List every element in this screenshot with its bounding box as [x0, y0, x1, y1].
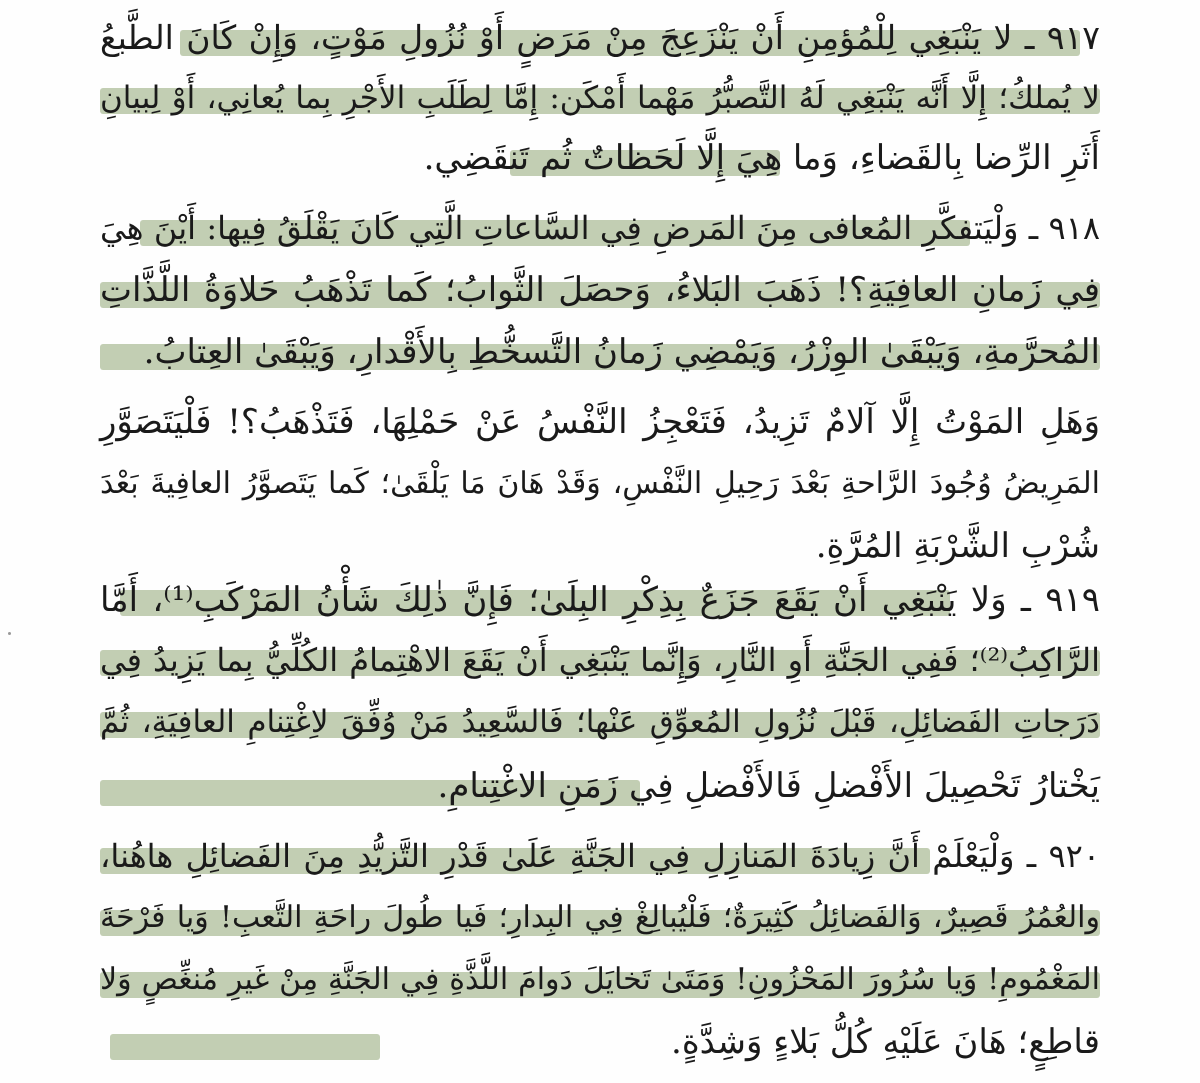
paragraph-918-line-1: ٩١٨ ـ وَلْيَتفكَّرِ المُعافى مِنَ المَرضِ فِي السَّاعاتِ الَّتِي كَانَ يَقْلَقُ فِيها: أَيْنَ هِيَ: [100, 209, 1100, 247]
paragraph-919-line-1: ٩١٩ ـ وَلا يَنْبَغِي أَنْ يَقَعَ جَزَعٌ بِذِكْرِ البِلَىٰ؛ فَإِنَّ ذٰلِكَ شَأْنُ المَرْكَبِ⁽¹⁾، أَمَّا: [100, 580, 1100, 620]
paragraph-917-line-3: أَثَرِ الرِّضا بِالقَضاءِ، وَما هِيَ إِلَّا لَحَظاتٌ ثُم تَنقَضِي.: [423, 138, 1100, 178]
paragraph-920-line-4: قاطِعٍ؛ هَانَ عَلَيْهِ كُلُّ بَلاءٍ وَشِدَّةٍ.: [671, 1022, 1100, 1062]
paragraph-920-line-2: والعُمُرُ قَصِيرٌ، وَالفَضائِلُ كَثِيرَةٌ؛ فَلْيُبالِغْ فِي البِدارِ؛ فَيا طُولَ راحَةِ التَّعبِ! وَيا فَرْحَةَ: [100, 900, 1100, 935]
paragraph-919-line-2: الرَّاكِبُ⁽²⁾؛ فَفِي الجَنَّةِ أَوِ النَّارِ، وَإِنَّما يَنْبَغِي أَنْ يَقَعَ الاهْتِمامُ الكُلِّيُّ بِما يَزِيدُ فِي: [100, 641, 1100, 679]
paragraph-917-line-2: لا يُملكُ؛ إِلَّا أَنَّه يَنْبَغِي لَهُ التَّصبُّرُ مَهْما أَمْكَن: إِمَّا لِطَلَبِ الأَجْرِ بِما يُعانِي، أَوْ لِبيانِ: [100, 80, 1100, 116]
paragraph-918-line-2: فِي زَمانِ العافِيَةِ؟! ذَهَبَ البَلاءُ، وَحصَلَ الثَّوابُ؛ كَما تَذْهَبُ حَلاوَةُ اللَّذَّاتِ: [100, 270, 1100, 310]
paragraph-917-line-1: ٩١٧ ـ لا يَنْبَغِي لِلْمُؤمِنِ أَنْ يَنْزَعِجَ مِنْ مَرَضٍ أَوْ نُزُولِ مَوْتٍ، وَإِنْ كَانَ الطَّبعُ: [100, 18, 1100, 57]
paragraph-920-line-3: المَغْمُومِ! وَيا سُرُورَ المَحْزُونِ! وَمَتَىٰ تَخايَلَ دَوامَ اللَّذَّةِ فِي الجَنَّةِ مِنْ غَيرِ مُنغِّصٍ وَلا: [100, 962, 1100, 997]
page-speck: [8, 632, 11, 635]
paragraph-death-line-2: المَرِيضُ وُجُودَ الرَّاحةِ بَعْدَ رَحِيلِ النَّفْسِ، وَقَدْ هَانَ مَا يَلْقَىٰ؛ كَما يَتَصوَّرُ العافِيةَ بَعْدَ: [100, 466, 1100, 501]
highlight-stroke: [110, 1034, 380, 1060]
paragraph-919-line-3: دَرَجاتِ الفَضائِلِ، قَبْلَ نُزُولِ المُعوِّقِ عَنْها؛ فَالسَّعِيدُ مَنْ وُفِّقَ لاِغْتِنامِ العافِيَةِ، ثُمَّ: [100, 704, 1100, 740]
paragraph-918-line-3: المُحرَّمةِ، وَيَبْقَىٰ الوِزْرُ، وَيَمْضِي زَمانُ التَّسخُّطِ بِالأَقْدارِ، وَيَبْقَىٰ العِتابُ.: [143, 332, 1100, 372]
paragraph-919-line-4: يَخْتارُ تَحْصِيلَ الأَفْضلِ فَالأَفْضلِ فِي زَمَنِ الاغْتِنامِ.: [437, 766, 1100, 806]
paragraph-920-line-1: ٩٢٠ ـ وَلْيَعْلَمْ أَنَّ زِيادَةَ المَنازِلِ فِي الجَنَّةِ عَلَىٰ قَدْرِ التَّزيُّدِ مِنَ الفَضائِلِ هاهُنا،: [100, 837, 1100, 875]
paragraph-death-line-3: شُرْبِ الشَّرْبَةِ المُرَّةِ.: [815, 526, 1100, 566]
paragraph-death-line-1: وَهَلِ المَوْتُ إِلَّا آلامٌ تَزِيدُ، فَتَعْجِزُ النَّفْسُ عَنْ حَمْلِهَا، فَتَذْهَبُ؟! فَلْيَتَصَوَّرِ: [100, 402, 1100, 442]
